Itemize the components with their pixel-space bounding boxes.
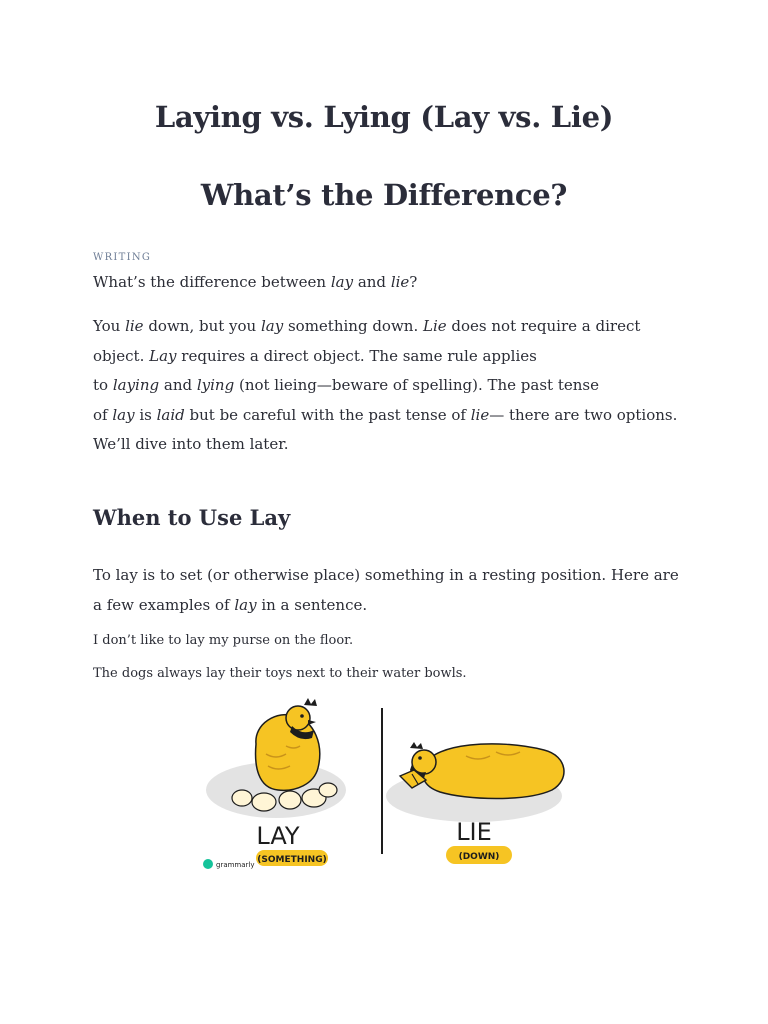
lay-vs-lie-illustration [196, 694, 576, 880]
category-tag[interactable]: WRITING [93, 252, 152, 263]
sitting-hen-icon [256, 698, 320, 790]
section-heading: When to Use Lay [93, 505, 291, 530]
lay-definition-paragraph: To lay is to set (or otherwise place) something in a resting position. Here are a few examples of lay in a sentence. [93, 566, 679, 614]
lay-sub-label: (SOMETHING) [257, 855, 327, 865]
lay-label: LAY [256, 822, 300, 850]
lie-sub-label: (DOWN) [458, 852, 500, 862]
page-subtitle: What’s the Difference? [200, 178, 568, 212]
explanation-paragraph: You lie down, but you lay something down. Lie does not require a direct object. Lay requires a direct object. The same rule applies to laying and lying (not lieing—beware of spelling). The past tense of lay is laid but be careful with the past tense of lie— there are two options. We’ll dive into them later. [93, 317, 678, 453]
grammarly-logo-icon [203, 859, 213, 869]
brand-name: grammarly [216, 861, 255, 869]
intro-paragraph: What’s the difference between lay and lie? [93, 273, 418, 291]
lie-label: LIE [456, 818, 492, 846]
page-title: Laying vs. Lying (Lay vs. Lie) [154, 100, 614, 134]
example-sentence: I don’t like to lay my purse on the floor. [93, 633, 354, 648]
example-sentence: The dogs always lay their toys next to their water bowls. [93, 666, 467, 681]
